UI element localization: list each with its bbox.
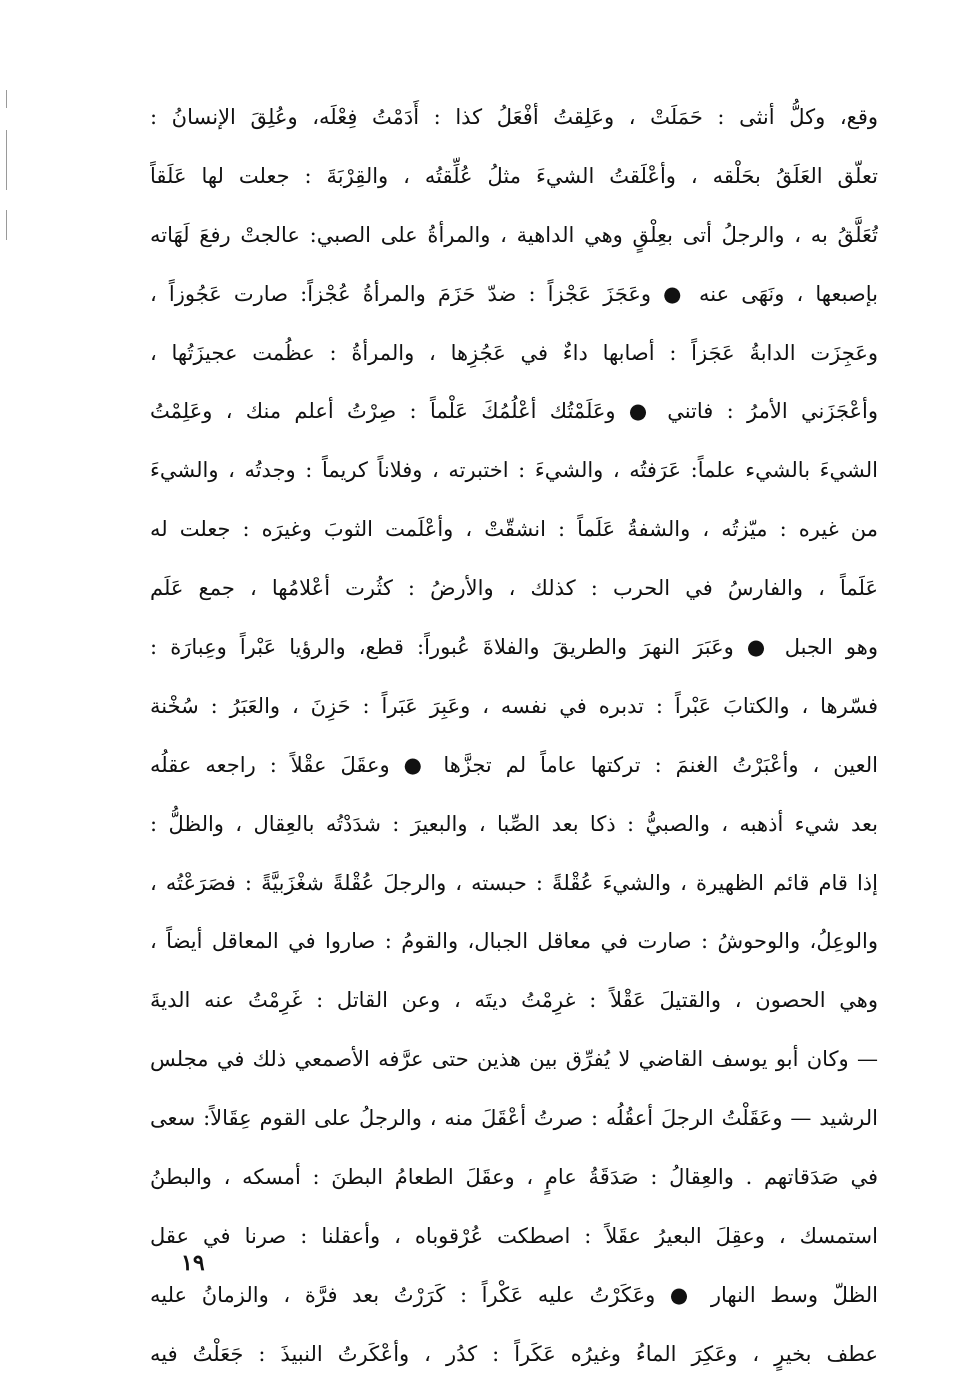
text-line: بإصبعها ، ونَهَى عنه ● وعَجَزَ عَجْزاً : ضدّ حَزَمَ والمرأةُ عُجْزاً: صارت عَجُوزاً ، bbox=[150, 281, 878, 306]
text-line: إذا قام قائم الظهيرة ، والشيءَ عُقْلةً : حبسته ، والرجلَ عُقْلةً شغْزَبيَّةً : فصَرَعْتُه ، bbox=[150, 870, 878, 895]
text-line: الرشيد — وعَقَلْتُ الرجلَ أعقُلُه : صرتُ أعْقَلَ منه ، والرجلُ على القوم عِقَالاً: سعى bbox=[150, 1106, 878, 1131]
text-line: من غيره : ميّزتُه ، والشفةُ عَلَماً : انشقّتْ ، وأعْلَمت الثوبَ وغيرَه : جعلت له bbox=[150, 517, 878, 542]
text-line: بعد شيء أذهبه ، والصبيُّ : ذكا بعد الصِّبا ، والبعيرَ : شدَدْتُه بالعِقال ، والظلُّ : bbox=[150, 811, 878, 836]
text-line: وهو الجبل ● وعَبَرَ النهرَ والطريقَ والفلاةَ عُبوراً: قطع، والرؤيا عَبْراً وعِبارَة : bbox=[150, 635, 878, 660]
text-line: الشيءَ بالشيء علماً: عَرَفتُه ، والشيءَ : اختبرته ، وفلاناً كريماً : وجدتُه ، والشيءَ bbox=[150, 458, 878, 483]
text-line: وأعْجَزَني الأمرُ : فاتني ● وعَلَمْتُك أعْلُمُكَ عَلْماً : صِرْتُ أعلم منك ، وعَلِمْتُ bbox=[150, 399, 878, 424]
text-line: والوعِلُ، والوحوشُ : صارت في معاقل الجبال، والقومُ : صاروا في المعاقل أيضاً ، bbox=[150, 929, 878, 954]
text-line: وعَجِزَت الدابةُ عَجَزاً : أصابها داءٌ في عَجُزِها ، والمرأةُ : عظُمت عجيزَتُها ، bbox=[150, 340, 878, 365]
text-line: فسّرها ، والكتابَ عَبْراً : تدبره في نفسه ، وعَبِرَ عَبَراً : حَزِنَ ، والعَبَرُ : سُخْنة bbox=[150, 693, 878, 718]
text-line: عطف بخيرٍ ، وعَكِرَ الماءُ وغيرُه عَكَراً : كدُر ، وأعْكَرتُ النبيذَ : جَعَلْتُ فيه bbox=[150, 1341, 878, 1366]
text-line: وهي الحصون ، والقتيلَ عَقْلاً : غرِمْتُ ديتَه ، وعن القاتل : غَرِمْتُ عنه الديةَ bbox=[150, 988, 878, 1013]
text-line: وقع، وكلُّ أنثى : حَمَلَتْ ، وعَلِقتُ أفْعَلُ كذا : أَدَمْتُ فِعْلَه، وعُلِقَ الإنسانُ : bbox=[150, 105, 878, 129]
page-number: ١٩ bbox=[181, 1250, 205, 1276]
text-line: الظلّ وسط النهار ● وعَكَرْتُ عليه عَكْراً : كَرَرْتُ بعد فرَّة ، والزمانُ عليه bbox=[150, 1282, 878, 1307]
text-line: العين ، وأعْبَرْتُ الغنمَ : تركتها عاماً لم تجزَّها ● وعقَلَ عقْلاً : راجعه عقلُه bbox=[150, 752, 878, 777]
scan-edge-line-top bbox=[6, 90, 7, 108]
scan-edge-line-lower bbox=[6, 210, 7, 240]
text-line: في صَدَقاتهم . والعِقالُ : صَدَقَةُ عامٍ ، وعقَلَ الطعامُ البطنَ : أمسكه ، والبطنُ bbox=[150, 1165, 878, 1190]
text-line: عَلَماً ، والفارسُ في الحرب : كذلك ، والأرضُ : كثُرت أعْلامُها ، جمع عَلَم bbox=[150, 576, 878, 601]
text-line: تعلّق العَلَقُ بحَلْقه ، وأعْلَقتُ الشيءَ مثلُ عُلِّقتُه ، والقِرْبَةَ : جعلت لها عَلَقاً bbox=[150, 163, 878, 188]
scan-edge-line-middle bbox=[6, 130, 7, 190]
body-text bbox=[150, 88, 878, 1384]
text-line: — وكان أبو يوسف القاضي لا يُفرِّق بين هذين حتى عرَّفه الأصمعي ذلك في مجلس bbox=[150, 1047, 878, 1072]
text-line: تُعَلَّقُ به ، والرجلُ أتى بعِلْقٍ وهي الداهية ، والمرأةُ على الصبي: عالجتْ رفعَ لَهَاته bbox=[150, 222, 878, 247]
text-line: استمسك ، وعقِلَ البعيرُ عقَلاً : اصطكت عُرْقوباه ، وأعقلنا : صرنا في عقل bbox=[150, 1223, 878, 1248]
